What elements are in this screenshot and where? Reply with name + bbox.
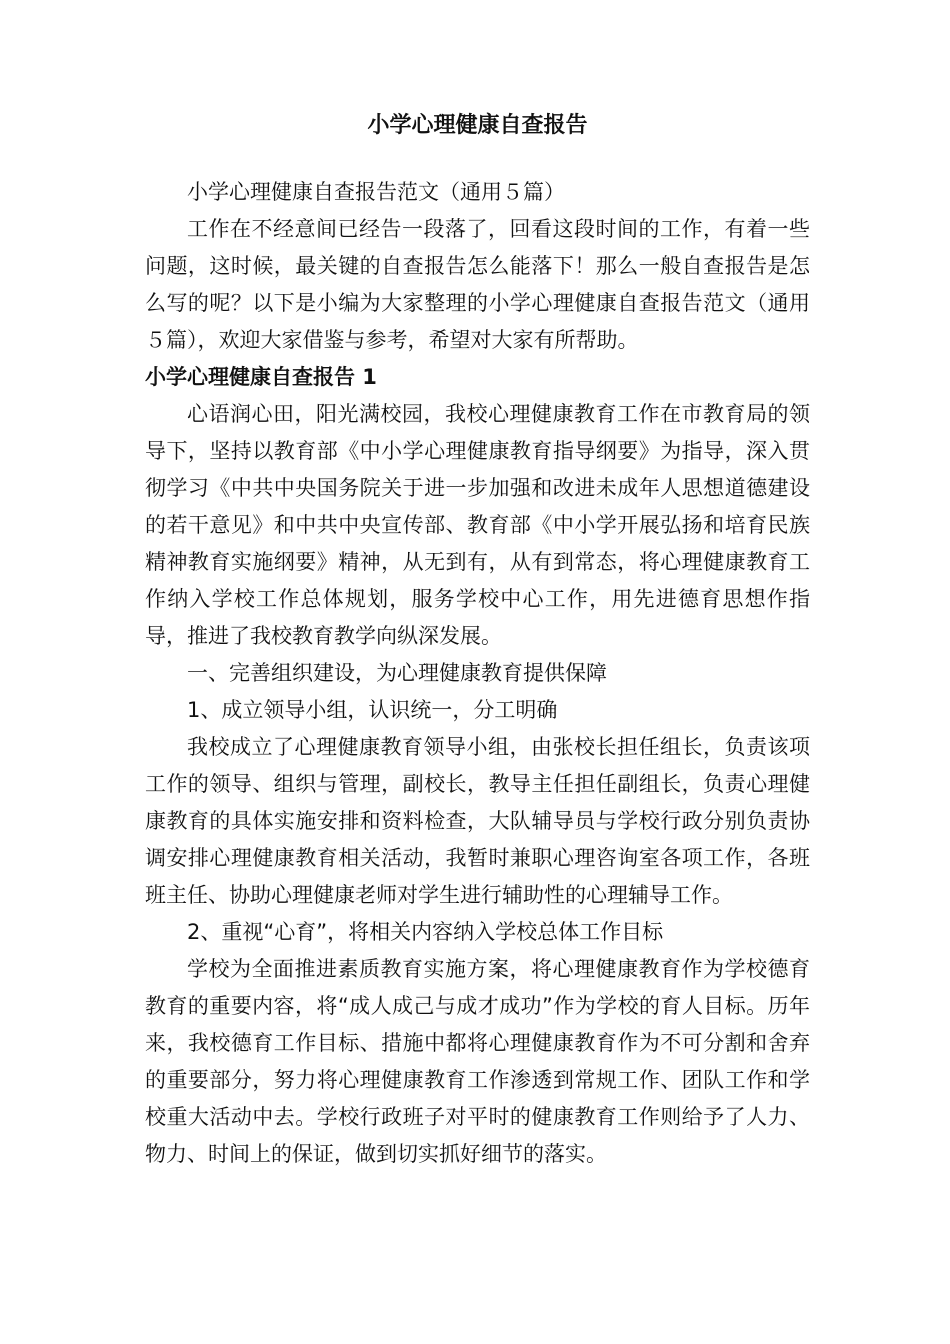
point-heading: 一、完善组织建设，为心理健康教育提供保障	[187, 661, 607, 685]
intro-paragraph: 工作在不经意间已经告一段落了，回看这段时间的工作，有着一些问题，这时候，最关键的自查报告怎么能落下！那么一般自查报告是怎么写的呢？以下是小编为大家整理的小学心理健康自查报告范文（通用５篇），欢迎大家借鉴与参考，希望对大家有所帮助。	[145, 217, 810, 352]
section-paragraph: 心语润心田，阳光满校园，我校心理健康教育工作在市教育局的领导下，坚持以教育部《中小学心理健康教育指导纲要》为指导，深入贯彻学习《中共中央国务院关于进一步加强和改进未成年人思想道德建设的若干意见》和中共中央宣传部、教育部《中小学开展弘扬和培育民族精神教育实施纲要》精神，从无到有，从有到常态，将心理健康教育工作纳入学校工作总体规划，服务学校中心工作，用先进德育思想作指导，推进了我校教育教学向纵深发展。	[145, 402, 810, 648]
subpoint-paragraph: 学校为全面推进素质教育实施方案，将心理健康教育作为学校德育教育的重要内容，将“成人成己与成才成功”作为学校的育人目标。历年来，我校德育工作目标、措施中都将心理健康教育作为不可分割和舍弃的重要部分，努力将心理健康教育工作渗透到常规工作、团队工作和学校重大活动中去。学校行政班子对平时的健康教育工作则给予了人力、物力、时间上的保证，做到切实抓好细节的落实。	[145, 957, 810, 1166]
document-title: 小学心理健康自查报告	[367, 113, 588, 138]
document-subtitle: 小学心理健康自查报告范文（通用５篇）	[187, 180, 565, 204]
section-heading: 小学心理健康自查报告 1	[145, 365, 377, 389]
subpoint-heading: 1、成立领导小组，认识统一，分工明确	[187, 698, 558, 722]
subpoint-paragraph: 我校成立了心理健康教育领导小组，由张校长担任组长，负责该项工作的领导、组织与管理，副校长，教导主任担任副组长，负责心理健康教育的具体实施安排和资料检查，大队辅导员与学校行政分别负责协调安排心理健康教育相关活动，我暂时兼职心理咨询室各项工作，各班班主任、协助心理健康老师对学生进行辅助性的心理辅导工作。	[145, 735, 810, 907]
document-body	[145, 174, 810, 1173]
subpoint-heading: 2、重视“心育”，将相关内容纳入学校总体工作目标	[187, 920, 664, 944]
